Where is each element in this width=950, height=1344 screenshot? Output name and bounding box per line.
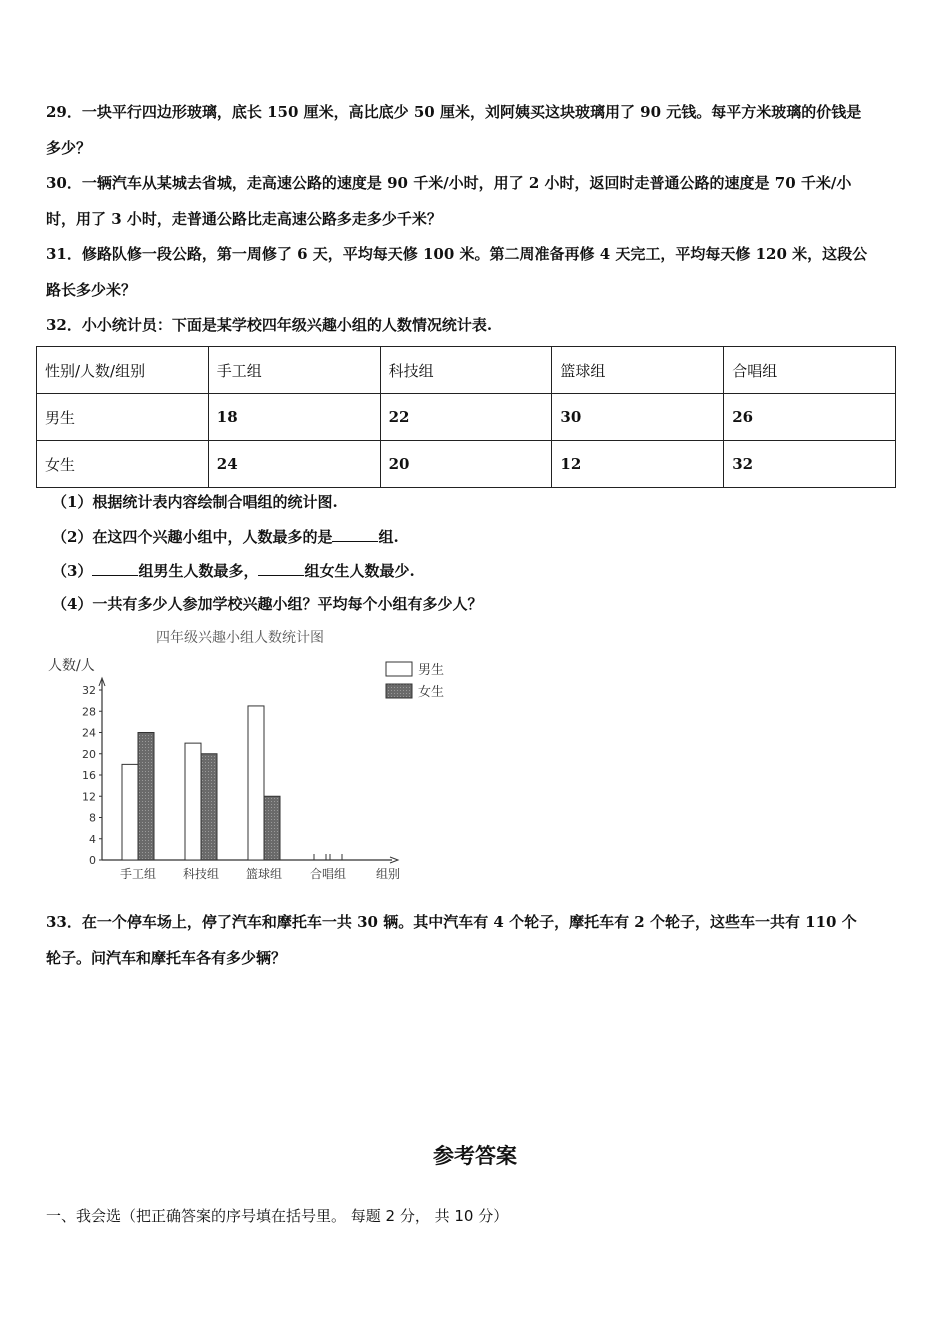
x-axis-label: 组别 (376, 867, 401, 881)
chart-legend (386, 662, 444, 700)
table-header-row (37, 347, 896, 394)
question-33 (46, 904, 908, 976)
q32-sub2-end: 组. (378, 528, 399, 546)
question-32-intro (46, 307, 908, 343)
x-tick-label: 科技组 (182, 867, 220, 881)
table-cell: 男生 (37, 394, 209, 441)
q32-sub2 (52, 526, 399, 547)
bar-boys (185, 743, 201, 860)
answer-blank[interactable] (92, 560, 138, 576)
x-tick-label: 手工组 (119, 867, 157, 881)
table-cell: 18 (208, 394, 380, 441)
y-tick-label: 32 (82, 684, 96, 697)
chart-bars (122, 706, 342, 860)
q32-sub4: （4）一共有多少人参加学校兴趣小组？平均每个小组有多少人？ (52, 595, 483, 613)
question-29 (46, 94, 908, 166)
legend-swatch (386, 662, 412, 676)
bar-boys (122, 764, 138, 860)
q32-sub3-text: （3） (52, 562, 93, 580)
table-cell: 26 (724, 394, 896, 441)
stats-table (36, 346, 896, 488)
y-axis-label: 人数/人 (48, 658, 95, 674)
bar-girls (138, 733, 154, 861)
q32-sub2-text: （2）在这四个兴趣小组中，人数最多的是 (52, 528, 333, 546)
q31-line2: 路长多少米？ (46, 281, 137, 299)
table-header-cell: 手工组 (208, 347, 380, 394)
answers-heading: 参考答案 (433, 1144, 517, 1168)
table-row (37, 441, 896, 488)
y-tick-label: 28 (82, 705, 96, 719)
table-cell: 12 (552, 441, 724, 488)
bar-boys (248, 706, 264, 860)
bar-girls (264, 796, 280, 860)
y-tick-label: 24 (82, 726, 96, 740)
y-tick-label: 8 (89, 811, 96, 825)
table-cell: 20 (380, 441, 552, 488)
q32-sub3-mid: 组男生人数最多， (138, 562, 259, 580)
table-cell: 24 (208, 441, 380, 488)
table-header-cell: 合唱组 (724, 347, 896, 394)
question-31 (46, 236, 908, 308)
q32-intro: 32．小小统计员：下面是某学校四年级兴趣小组的人数情况统计表. (46, 316, 493, 334)
table-cell: 30 (552, 394, 724, 441)
q32-sub3 (52, 560, 415, 581)
x-tick-label: 合唱组 (309, 867, 347, 881)
legend-label: 男生 (418, 663, 445, 678)
chart-title: 四年级兴趣小组人数统计图 (156, 630, 324, 646)
y-tick-label: 0 (89, 854, 96, 867)
answer-blank[interactable] (332, 526, 378, 542)
table-cell: 女生 (37, 441, 209, 488)
y-tick-label: 4 (89, 832, 96, 846)
q30-line2: 时，用了 3 小时，走普通公路比走高速公路多走多少千米？ (46, 210, 442, 228)
bar-girls (201, 754, 217, 860)
table-cell: 22 (380, 394, 552, 441)
y-tick-label: 12 (82, 790, 96, 804)
y-tick-label: 16 (82, 769, 96, 782)
q30-line1: 30．一辆汽车从某城去省城，走高速公路的速度是 90 千米/小时，用了 2 小时，返回时走普通公路的速度是 70 千米/小 (46, 174, 852, 192)
question-30 (46, 165, 908, 237)
table-header-cell: 科技组 (380, 347, 552, 394)
answer-blank[interactable] (258, 560, 304, 576)
q29-line1: 29．一块平行四边形玻璃，底长 150 厘米，高比底少 50 厘米，刘阿姨买这块玻璃用了 90 元钱。每平方米玻璃的价钱是 (46, 103, 862, 121)
legend-swatch (386, 684, 412, 698)
q33-line2: 轮子。问汽车和摩托车各有多少辆？ (46, 949, 287, 967)
x-tick-label: 篮球组 (245, 867, 283, 881)
legend-label: 女生 (418, 685, 445, 700)
table-header-cell: 篮球组 (552, 347, 724, 394)
q31-line1: 31．修路队修一段公路，第一周修了 6 天，平均每天修 100 米。第二周准备再修 4 天完工，平均每天修 120 米，这段公 (46, 245, 868, 263)
q29-line2: 多少？ (46, 139, 92, 157)
q33-line1: 33．在一个停车场上，停了汽车和摩托车一共 30 辆。其中汽车有 4 个轮子，摩托车有 2 个轮子，这些车一共有 110 个 (46, 913, 857, 931)
q32-sub1: （1）根据统计表内容绘制合唱组的统计图. (52, 493, 338, 511)
answers-section-1: 一、我会选（把正确答案的序号填在括号里。 每题 2 分， 共 10 分） (46, 1207, 509, 1225)
y-tick-label: 20 (82, 747, 96, 761)
q32-sub3-end: 组女生人数最少. (304, 562, 415, 580)
table-cell: 32 (724, 441, 896, 488)
table-row (37, 394, 896, 441)
bar-chart (40, 624, 460, 886)
table-header-cell: 性别/人数/组别 (37, 347, 209, 394)
